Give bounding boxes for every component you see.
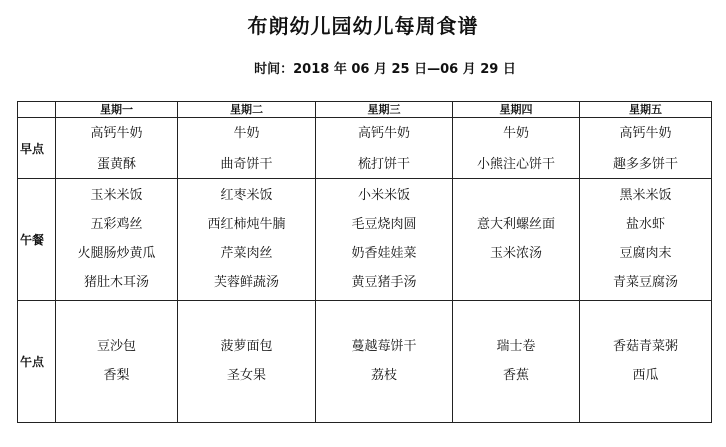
menu-cell (316, 179, 453, 301)
menu-item: 猪肚木耳汤 (83, 275, 149, 290)
menu-item: 奶香娃娃菜 (351, 246, 417, 261)
menu-item: 香蕉 (502, 368, 529, 383)
menu-cell (56, 179, 178, 301)
menu-item: 瑞士卷 (496, 339, 536, 354)
day-header-monday: 星期一 (56, 102, 178, 118)
menu-item: 毛豆烧肉圆 (351, 217, 417, 232)
menu-cell (178, 118, 316, 179)
header-row (18, 102, 712, 118)
menu-cell (580, 118, 712, 179)
menu-item: 蛋黄酥 (96, 156, 136, 172)
day-header-wednesday: 星期三 (316, 102, 453, 118)
menu-item: 荔枝 (370, 368, 397, 383)
meal-row-lunch (18, 179, 712, 301)
menu-item: 曲奇饼干 (220, 156, 273, 172)
day-header-friday: 星期五 (580, 102, 712, 118)
menu-item: 牛奶 (233, 125, 260, 141)
menu-item: 圣女果 (226, 368, 266, 383)
menu-cell (453, 179, 580, 301)
menu-item: 趣多多饼干 (612, 156, 678, 172)
meal-label-breakfast: 早点 (18, 118, 56, 179)
menu-item: 火腿肠炒黄瓜 (77, 246, 156, 261)
menu-item: 高钙牛奶 (357, 125, 410, 141)
menu-item: 小熊注心饼干 (476, 156, 555, 172)
menu-item: 豆沙包 (96, 339, 136, 354)
menu-item: 香菇青菜粥 (612, 339, 678, 354)
page-title: 布朗幼儿园幼儿每周食谱 (247, 14, 479, 38)
menu-item: 小米米饭 (357, 188, 410, 203)
menu-item: 高钙牛奶 (619, 125, 672, 141)
menu-item: 盐水虾 (625, 217, 665, 232)
menu-item: 玉米米饭 (90, 188, 143, 203)
menu-item: 香梨 (103, 368, 130, 383)
menu-cell (178, 179, 316, 301)
menu-item: 芙蓉鲜蔬汤 (213, 275, 279, 290)
menu-item: 豆腐肉末 (619, 246, 672, 261)
menu-item: 玉米浓汤 (489, 246, 542, 261)
menu-cell (178, 301, 316, 423)
menu-cell (453, 301, 580, 423)
menu-item: 蔓越莓饼干 (351, 339, 417, 354)
menu-item: 高钙牛奶 (90, 125, 143, 141)
menu-cell (316, 301, 453, 423)
menu-item: 牛奶 (502, 125, 529, 141)
date-range: 时间：2018 年 06 月 25 日—06 月 29 日 (254, 62, 516, 77)
weekly-menu-table (17, 101, 712, 423)
meal-row-breakfast (18, 118, 712, 179)
menu-cell (580, 301, 712, 423)
menu-item: 芹菜肉丝 (220, 246, 273, 261)
menu-item: 黄豆猪手汤 (351, 275, 417, 290)
corner-cell (18, 102, 56, 118)
day-header-tuesday: 星期二 (178, 102, 316, 118)
menu-cell (56, 301, 178, 423)
day-header-thursday: 星期四 (453, 102, 580, 118)
menu-cell (580, 179, 712, 301)
menu-item: 西红柿炖牛腩 (207, 217, 286, 232)
menu-item: 青菜豆腐汤 (612, 275, 678, 290)
menu-cell (56, 118, 178, 179)
meal-label-snack: 午点 (18, 301, 56, 423)
meal-row-snack (18, 301, 712, 423)
menu-item: 菠萝面包 (220, 339, 273, 354)
menu-item: 红枣米饭 (220, 188, 273, 203)
menu-item: 意大利螺丝面 (476, 217, 555, 232)
menu-cell (316, 118, 453, 179)
menu-item: 梳打饼干 (357, 156, 410, 172)
meal-label-lunch: 午餐 (18, 179, 56, 301)
menu-item: 五彩鸡丝 (90, 217, 143, 232)
menu-item: 黑米米饭 (619, 188, 672, 203)
menu-item: 西瓜 (632, 368, 659, 383)
menu-cell (453, 118, 580, 179)
